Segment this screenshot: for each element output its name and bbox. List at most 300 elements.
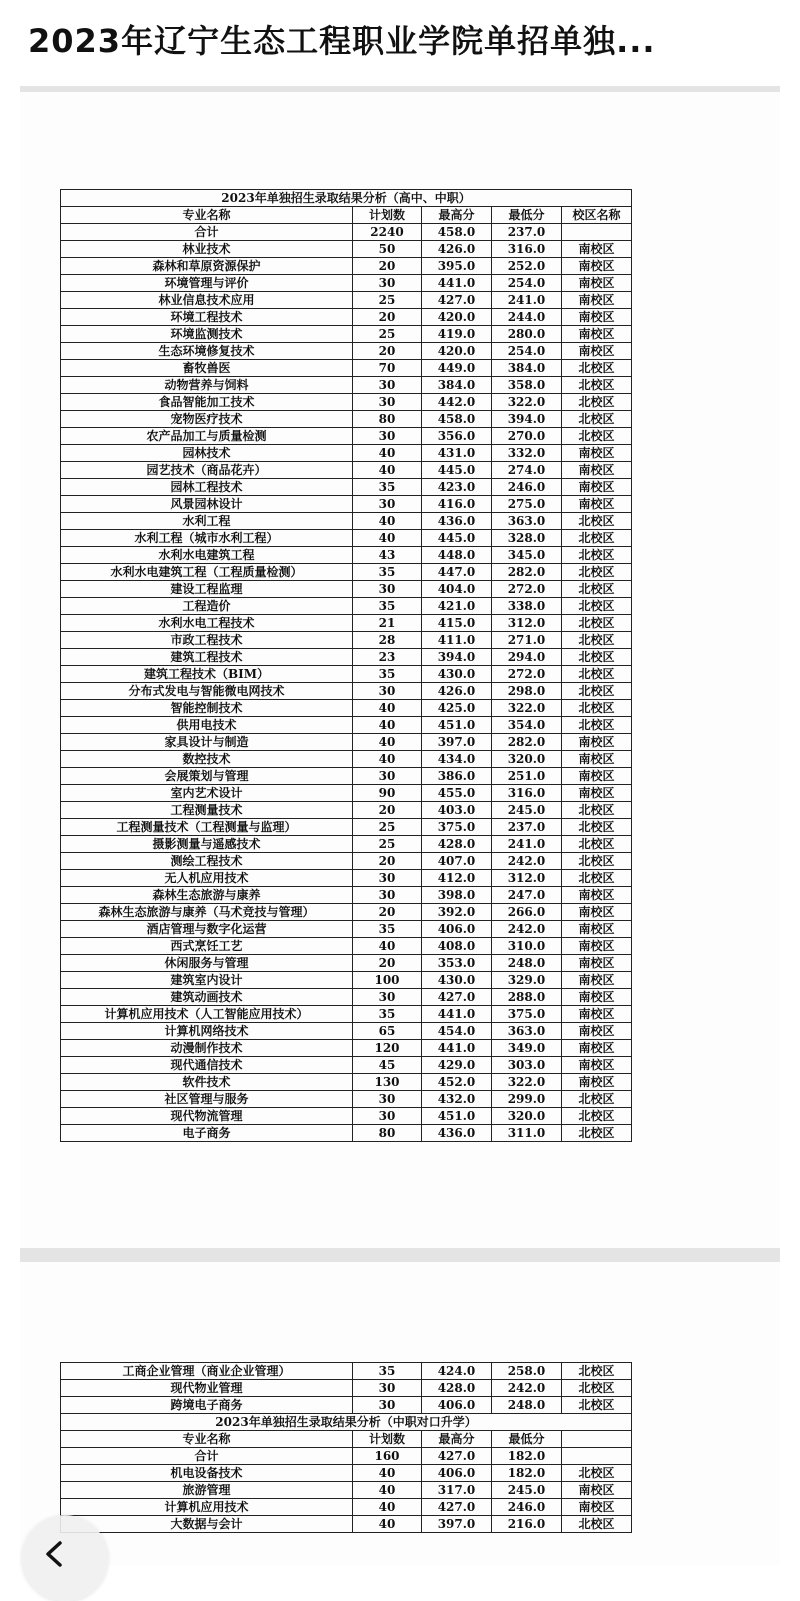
table-cell: 工程测量技术（工程测量与监理） (61, 819, 353, 836)
table-cell: 北校区 (562, 411, 632, 428)
table-row (61, 564, 632, 581)
table-cell: 动物营养与饲料 (61, 377, 353, 394)
table-cell: 241.0 (492, 292, 562, 309)
table-cell: 食品智能加工技术 (61, 394, 353, 411)
table-row (61, 1074, 632, 1091)
table-cell: 251.0 (492, 768, 562, 785)
table-cell: 419.0 (422, 326, 492, 343)
table-cell: 专业名称 (61, 1431, 353, 1448)
table-cell: 35 (353, 564, 422, 581)
table-row (61, 853, 632, 870)
table-row (61, 989, 632, 1006)
table-row (61, 904, 632, 921)
table-row (61, 819, 632, 836)
table-row (61, 1448, 632, 1465)
table-row (61, 785, 632, 802)
table-cell: 酒店管理与数字化运营 (61, 921, 353, 938)
table-cell: 南校区 (562, 445, 632, 462)
table-cell: 旅游管理 (61, 1482, 353, 1499)
table-cell: 45 (353, 1057, 422, 1074)
table-cell: 30 (353, 989, 422, 1006)
table-cell: 计算机网络技术 (61, 1023, 353, 1040)
table-cell: 363.0 (492, 1023, 562, 1040)
table-cell: 建筑室内设计 (61, 972, 353, 989)
article-title: 2023年辽宁生态工程职业学院单招单独... (28, 22, 656, 60)
table-row (61, 734, 632, 751)
table-cell: 237.0 (492, 224, 562, 241)
table-cell: 南校区 (562, 904, 632, 921)
table-cell: 23 (353, 649, 422, 666)
table-cell: 智能控制技术 (61, 700, 353, 717)
table-row (61, 547, 632, 564)
admission-results-table-vocational (60, 1362, 632, 1533)
table-cell: 大数据与会计 (61, 1516, 353, 1533)
table-cell: 50 (353, 241, 422, 258)
table-cell: 332.0 (492, 445, 562, 462)
table-cell: 375.0 (422, 819, 492, 836)
table-cell (562, 1448, 632, 1465)
table-row (61, 581, 632, 598)
table-row (61, 411, 632, 428)
table-cell: 282.0 (492, 734, 562, 751)
table-cell: 家具设计与制造 (61, 734, 353, 751)
table-cell: 258.0 (492, 1363, 562, 1380)
table-cell: 40 (353, 751, 422, 768)
table-cell: 25 (353, 326, 422, 343)
table-row (61, 751, 632, 768)
table-cell: 2240 (353, 224, 422, 241)
table-cell: 354.0 (492, 717, 562, 734)
admission-results-table-general (60, 189, 632, 1142)
back-button[interactable] (22, 1515, 108, 1601)
table-cell: 林业信息技术应用 (61, 292, 353, 309)
table-cell: 182.0 (492, 1448, 562, 1465)
table-cell: 市政工程技术 (61, 632, 353, 649)
table-caption: 2023年单独招生录取结果分析（中职对口升学） (61, 1414, 632, 1431)
table-cell: 312.0 (492, 615, 562, 632)
table-cell: 43 (353, 547, 422, 564)
table-cell: 425.0 (422, 700, 492, 717)
table-row (61, 241, 632, 258)
table-cell: 451.0 (422, 1108, 492, 1125)
table-row (61, 513, 632, 530)
table-cell: 北校区 (562, 802, 632, 819)
table-cell: 北校区 (562, 1363, 632, 1380)
table-cell: 南校区 (562, 785, 632, 802)
table-cell: 424.0 (422, 1363, 492, 1380)
table-cell: 447.0 (422, 564, 492, 581)
table-cell: 工商企业管理（商业企业管理） (61, 1363, 353, 1380)
table-cell: 216.0 (492, 1516, 562, 1533)
table-cell: 432.0 (422, 1091, 492, 1108)
table-cell: 电子商务 (61, 1125, 353, 1142)
table-cell (562, 224, 632, 241)
table-cell: 水利水电建筑工程（工程质量检测） (61, 564, 353, 581)
table-cell: 21 (353, 615, 422, 632)
table-cell: 272.0 (492, 666, 562, 683)
table-cell: 休闲服务与管理 (61, 955, 353, 972)
table-cell: 30 (353, 1091, 422, 1108)
table-cell: 园艺技术（商品花卉） (61, 462, 353, 479)
table-cell: 摄影测量与遥感技术 (61, 836, 353, 853)
table-cell: 30 (353, 275, 422, 292)
table-cell: 406.0 (422, 1397, 492, 1414)
table-cell: 386.0 (422, 768, 492, 785)
table-cell: 计划数 (353, 207, 422, 224)
table-cell: 合计 (61, 1448, 353, 1465)
table-cell: 北校区 (562, 700, 632, 717)
table-cell: 软件技术 (61, 1074, 353, 1091)
table-cell: 246.0 (492, 479, 562, 496)
table-cell: 北校区 (562, 377, 632, 394)
table-header-row (61, 207, 632, 224)
table-cell: 310.0 (492, 938, 562, 955)
table-cell: 40 (353, 717, 422, 734)
table-cell: 北校区 (562, 717, 632, 734)
table-cell: 30 (353, 683, 422, 700)
table-cell: 397.0 (422, 734, 492, 751)
table-cell: 120 (353, 1040, 422, 1057)
page-gap (20, 1248, 780, 1262)
table-cell: 30 (353, 394, 422, 411)
table-cell: 427.0 (422, 1499, 492, 1516)
table-row (61, 1465, 632, 1482)
table-cell: 20 (353, 258, 422, 275)
table-cell: 375.0 (492, 1006, 562, 1023)
table-cell: 245.0 (492, 802, 562, 819)
table-row (61, 377, 632, 394)
table-cell: 322.0 (492, 700, 562, 717)
table-cell: 356.0 (422, 428, 492, 445)
table-cell: 水利水电建筑工程 (61, 547, 353, 564)
table-cell: 317.0 (422, 1482, 492, 1499)
table-row (61, 615, 632, 632)
table-cell: 无人机应用技术 (61, 870, 353, 887)
table-cell: 30 (353, 768, 422, 785)
table-cell: 384.0 (422, 377, 492, 394)
table-cell: 北校区 (562, 564, 632, 581)
table-row (61, 870, 632, 887)
table-cell: 280.0 (492, 326, 562, 343)
table-cell: 南校区 (562, 1023, 632, 1040)
table-cell: 160 (353, 1448, 422, 1465)
table-cell: 445.0 (422, 530, 492, 547)
table-row (61, 1108, 632, 1125)
table-cell: 30 (353, 496, 422, 513)
table-cell: 452.0 (422, 1074, 492, 1091)
table-cell (562, 1431, 632, 1448)
table-cell: 南校区 (562, 1074, 632, 1091)
table-cell: 水利工程 (61, 513, 353, 530)
table-cell: 测绘工程技术 (61, 853, 353, 870)
table-cell: 272.0 (492, 581, 562, 598)
table-cell: 北校区 (562, 870, 632, 887)
table-cell: 441.0 (422, 1040, 492, 1057)
table-cell: 计算机应用技术 (61, 1499, 353, 1516)
table-cell: 442.0 (422, 394, 492, 411)
table-row (61, 598, 632, 615)
table-cell: 320.0 (492, 1108, 562, 1125)
table-cell: 394.0 (492, 411, 562, 428)
table-cell: 专业名称 (61, 207, 353, 224)
table-row (61, 632, 632, 649)
table-cell: 65 (353, 1023, 422, 1040)
table-cell: 30 (353, 581, 422, 598)
table-cell: 427.0 (422, 989, 492, 1006)
table-cell: 451.0 (422, 717, 492, 734)
table-cell: 407.0 (422, 853, 492, 870)
table-row (61, 309, 632, 326)
table-cell: 248.0 (492, 1397, 562, 1414)
table-cell: 南校区 (562, 343, 632, 360)
table-cell: 会展策划与管理 (61, 768, 353, 785)
table-row (61, 343, 632, 360)
table-cell: 30 (353, 1108, 422, 1125)
table-cell: 建筑工程技术（BIM） (61, 666, 353, 683)
table-cell: 247.0 (492, 887, 562, 904)
table-cell: 434.0 (422, 751, 492, 768)
table-cell: 北校区 (562, 1516, 632, 1533)
table-cell: 420.0 (422, 343, 492, 360)
table-cell: 环境监测技术 (61, 326, 353, 343)
table-cell: 80 (353, 1125, 422, 1142)
table-cell: 北校区 (562, 1397, 632, 1414)
table-row (61, 938, 632, 955)
table-cell: 宠物医疗技术 (61, 411, 353, 428)
table-cell: 最低分 (492, 1431, 562, 1448)
table-cell: 20 (353, 904, 422, 921)
table-cell: 建筑工程技术 (61, 649, 353, 666)
table-cell: 北校区 (562, 1125, 632, 1142)
table-cell: 426.0 (422, 241, 492, 258)
table-cell: 421.0 (422, 598, 492, 615)
table-cell: 275.0 (492, 496, 562, 513)
table-cell: 20 (353, 343, 422, 360)
table-cell: 北校区 (562, 666, 632, 683)
table-cell: 430.0 (422, 972, 492, 989)
table-cell: 动漫制作技术 (61, 1040, 353, 1057)
table-cell: 30 (353, 870, 422, 887)
table-cell: 282.0 (492, 564, 562, 581)
table-cell: 349.0 (492, 1040, 562, 1057)
table-row (61, 1363, 632, 1380)
table-cell: 312.0 (492, 870, 562, 887)
table-cell: 供用电技术 (61, 717, 353, 734)
table-cell: 畜牧兽医 (61, 360, 353, 377)
table-cell: 392.0 (422, 904, 492, 921)
table-cell: 最低分 (492, 207, 562, 224)
table-row (61, 445, 632, 462)
table-cell: 244.0 (492, 309, 562, 326)
table-cell: 南校区 (562, 972, 632, 989)
table-cell: 南校区 (562, 496, 632, 513)
table-cell: 345.0 (492, 547, 562, 564)
table-cell: 40 (353, 1465, 422, 1482)
table-row (61, 802, 632, 819)
table-row (61, 428, 632, 445)
table-cell: 398.0 (422, 887, 492, 904)
table-cell: 北校区 (562, 1091, 632, 1108)
table-row (61, 836, 632, 853)
table-cell: 40 (353, 1499, 422, 1516)
table-cell: 南校区 (562, 751, 632, 768)
table-cell: 建筑动画技术 (61, 989, 353, 1006)
table-cell: 分布式发电与智能微电网技术 (61, 683, 353, 700)
table-row (61, 972, 632, 989)
table-row (61, 1023, 632, 1040)
table-cell: 445.0 (422, 462, 492, 479)
table-cell: 40 (353, 734, 422, 751)
table-cell: 436.0 (422, 1125, 492, 1142)
table-cell: 南校区 (562, 241, 632, 258)
table-cell: 248.0 (492, 955, 562, 972)
table-cell: 298.0 (492, 683, 562, 700)
table-cell: 南校区 (562, 734, 632, 751)
table-cell: 南校区 (562, 258, 632, 275)
table-cell: 现代物流管理 (61, 1108, 353, 1125)
table-cell: 241.0 (492, 836, 562, 853)
table-cell: 最高分 (422, 207, 492, 224)
table-row (61, 1397, 632, 1414)
table-cell: 40 (353, 700, 422, 717)
table-cell: 430.0 (422, 666, 492, 683)
table-cell: 316.0 (492, 241, 562, 258)
table-cell: 35 (353, 1006, 422, 1023)
table-cell: 242.0 (492, 921, 562, 938)
table-cell: 南校区 (562, 1499, 632, 1516)
table-cell: 70 (353, 360, 422, 377)
table-cell: 254.0 (492, 343, 562, 360)
table-row (61, 326, 632, 343)
table-cell: 20 (353, 853, 422, 870)
table-cell: 40 (353, 462, 422, 479)
table-cell: 北校区 (562, 1108, 632, 1125)
table-cell: 182.0 (492, 1465, 562, 1482)
table-cell: 风景园林设计 (61, 496, 353, 513)
table-row (61, 1040, 632, 1057)
table-cell: 园林工程技术 (61, 479, 353, 496)
table-cell: 35 (353, 598, 422, 615)
table-cell: 431.0 (422, 445, 492, 462)
table-cell: 328.0 (492, 530, 562, 547)
table-cell: 40 (353, 445, 422, 462)
table-cell: 100 (353, 972, 422, 989)
table-row (61, 921, 632, 938)
table-cell: 428.0 (422, 836, 492, 853)
table-caption-row (61, 1414, 632, 1431)
table-cell: 242.0 (492, 853, 562, 870)
table-cell: 水利工程（城市水利工程） (61, 530, 353, 547)
table-cell: 441.0 (422, 275, 492, 292)
table-cell: 25 (353, 819, 422, 836)
table-cell: 35 (353, 921, 422, 938)
table-cell: 397.0 (422, 1516, 492, 1533)
table-cell: 北校区 (562, 1380, 632, 1397)
table-row (61, 530, 632, 547)
table-row (61, 462, 632, 479)
table-cell: 274.0 (492, 462, 562, 479)
table-cell: 工程造价 (61, 598, 353, 615)
table-row (61, 1516, 632, 1533)
table-cell: 237.0 (492, 819, 562, 836)
table-cell: 427.0 (422, 292, 492, 309)
table-row (61, 1125, 632, 1142)
table-cell: 395.0 (422, 258, 492, 275)
table-row (61, 683, 632, 700)
table-cell: 南校区 (562, 275, 632, 292)
table-cell: 322.0 (492, 1074, 562, 1091)
table-cell: 计算机应用技术（人工智能应用技术） (61, 1006, 353, 1023)
table-cell: 25 (353, 292, 422, 309)
table-cell: 28 (353, 632, 422, 649)
table-cell: 北校区 (562, 683, 632, 700)
table-cell: 森林和草原资源保护 (61, 258, 353, 275)
table-cell: 270.0 (492, 428, 562, 445)
table-cell: 西式烹饪工艺 (61, 938, 353, 955)
table-cell: 北校区 (562, 836, 632, 853)
table-row (61, 1057, 632, 1074)
table-cell: 20 (353, 802, 422, 819)
table-cell: 农产品加工与质量检测 (61, 428, 353, 445)
table-cell: 北校区 (562, 853, 632, 870)
table-cell: 40 (353, 513, 422, 530)
table-cell: 20 (353, 955, 422, 972)
table-cell: 426.0 (422, 683, 492, 700)
table-row (61, 1006, 632, 1023)
table-cell: 林业技术 (61, 241, 353, 258)
table-cell: 南校区 (562, 326, 632, 343)
table-cell: 411.0 (422, 632, 492, 649)
table-cell: 271.0 (492, 632, 562, 649)
table-cell: 252.0 (492, 258, 562, 275)
table-row (61, 1380, 632, 1397)
table-row (61, 292, 632, 309)
table-cell: 北校区 (562, 632, 632, 649)
table-cell: 458.0 (422, 224, 492, 241)
table-cell: 412.0 (422, 870, 492, 887)
table-row (61, 955, 632, 972)
table-cell: 现代物业管理 (61, 1380, 353, 1397)
table-cell: 北校区 (562, 598, 632, 615)
table-cell: 北校区 (562, 581, 632, 598)
table-cell: 404.0 (422, 581, 492, 598)
table-cell: 448.0 (422, 547, 492, 564)
table-row (61, 479, 632, 496)
table-cell: 北校区 (562, 819, 632, 836)
table-cell: 329.0 (492, 972, 562, 989)
table-cell: 254.0 (492, 275, 562, 292)
table-cell: 40 (353, 1482, 422, 1499)
table-cell: 303.0 (492, 1057, 562, 1074)
table-cell: 室内艺术设计 (61, 785, 353, 802)
table-row (61, 1482, 632, 1499)
table-cell: 403.0 (422, 802, 492, 819)
table-cell: 35 (353, 666, 422, 683)
table-cell: 机电设备技术 (61, 1465, 353, 1482)
table-cell: 25 (353, 836, 422, 853)
table-row (61, 394, 632, 411)
table-cell: 南校区 (562, 1040, 632, 1057)
table-cell: 266.0 (492, 904, 562, 921)
table-cell: 跨境电子商务 (61, 1397, 353, 1414)
table-cell: 322.0 (492, 394, 562, 411)
table-cell: 南校区 (562, 768, 632, 785)
table-cell: 40 (353, 938, 422, 955)
table-row (61, 768, 632, 785)
table-cell: 南校区 (562, 955, 632, 972)
table-cell: 现代通信技术 (61, 1057, 353, 1074)
table-cell: 394.0 (422, 649, 492, 666)
